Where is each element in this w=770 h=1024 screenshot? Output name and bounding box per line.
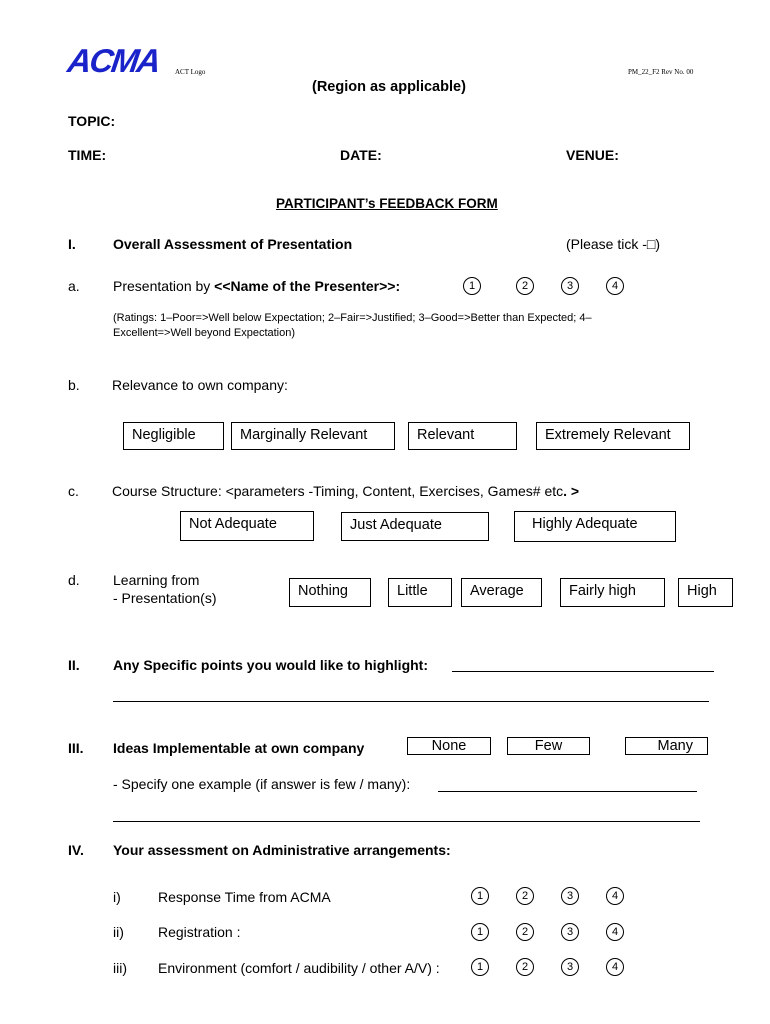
admin-item-1-number: i) <box>113 889 121 905</box>
admin-item-2-label: Registration : <box>158 924 241 940</box>
environment-rating-2[interactable]: 2 <box>516 958 534 976</box>
document-code: PM_22_F2 Rev No. 00 <box>628 68 694 76</box>
learning-label-line-2: - Presentation(s) <box>113 590 217 606</box>
ratings-legend-line-2: Excellent=>Well beyond Expectation) <box>113 327 296 339</box>
presentation-rating-4[interactable]: 4 <box>606 277 624 295</box>
specify-example-line-2[interactable] <box>113 821 700 822</box>
presenter-label <box>113 278 400 294</box>
ratings-legend-line-1: (Ratings: 1–Poor=>Well below Expectation; 2–Fair=>Justified; 3–Good=>Better than Expected; 4– <box>113 312 592 324</box>
admin-item-1-label: Response Time from ACMA <box>158 889 331 905</box>
relevance-option-relevant[interactable]: Relevant <box>408 422 517 450</box>
date-label: DATE: <box>340 147 382 163</box>
environment-rating-3[interactable]: 3 <box>561 958 579 976</box>
region-heading: (Region as applicable) <box>312 79 466 95</box>
specify-example-line-1[interactable] <box>438 791 697 792</box>
relevance-label: Relevance to own company: <box>112 377 288 393</box>
section-2-title: Any Specific points you would like to highlight: <box>113 657 428 673</box>
admin-item-3-label: Environment (comfort / audibility / other A/V) : <box>158 960 440 976</box>
tick-instruction: (Please tick -□) <box>566 236 661 252</box>
relevance-option-extremely-relevant[interactable]: Extremely Relevant <box>536 422 690 450</box>
structure-option-highly-adequate[interactable]: Highly Adequate <box>514 511 676 542</box>
section-1-title: Overall Assessment of Presentation <box>113 236 353 252</box>
learning-option-nothing[interactable]: Nothing <box>289 578 371 607</box>
item-d-letter: d. <box>68 572 80 588</box>
section-4-number: IV. <box>68 842 84 858</box>
item-c-letter: c. <box>68 483 79 499</box>
structure-option-just-adequate[interactable]: Just Adequate <box>341 512 489 541</box>
presenter-name-placeholder: <<Name of the Presenter>>: <box>214 278 401 294</box>
form-title: PARTICIPANT’s FEEDBACK FORM <box>276 196 498 211</box>
presentation-rating-1[interactable]: 1 <box>463 277 481 295</box>
response-time-rating-3[interactable]: 3 <box>561 887 579 905</box>
learning-option-high[interactable]: High <box>678 578 733 607</box>
registration-rating-1[interactable]: 1 <box>471 923 489 941</box>
ideas-option-many[interactable]: Many <box>625 737 708 755</box>
presentation-rating-2[interactable]: 2 <box>516 277 534 295</box>
relevance-option-negligible[interactable]: Negligible <box>123 422 224 450</box>
section-4-title: Your assessment on Administrative arrangements: <box>113 842 451 858</box>
item-b-letter: b. <box>68 377 80 393</box>
specify-example-label: - Specify one example (if answer is few / many): <box>113 776 411 792</box>
course-structure-label-end: . > <box>563 483 580 499</box>
learning-option-little[interactable]: Little <box>388 578 452 607</box>
environment-rating-1[interactable]: 1 <box>471 958 489 976</box>
structure-option-not-adequate[interactable]: Not Adequate <box>180 511 314 541</box>
section-1-number: I. <box>68 236 76 252</box>
logo-caption: ACT Logo <box>175 68 206 76</box>
admin-item-2-number: ii) <box>113 924 124 940</box>
section-3-number: III. <box>68 740 84 756</box>
section-2-number: II. <box>68 657 80 673</box>
item-a-letter: a. <box>68 278 80 294</box>
ideas-option-few[interactable]: Few <box>507 737 590 755</box>
acma-logo: ACMA <box>65 42 162 79</box>
topic-label: TOPIC: <box>68 113 116 129</box>
section-3-title: Ideas Implementable at own company <box>113 740 365 756</box>
registration-rating-4[interactable]: 4 <box>606 923 624 941</box>
venue-label: VENUE: <box>566 147 619 163</box>
registration-rating-2[interactable]: 2 <box>516 923 534 941</box>
response-time-rating-1[interactable]: 1 <box>471 887 489 905</box>
course-structure-label-text: Course Structure: <parameters -Timing, Content, Exercises, Games# etc <box>112 483 564 499</box>
highlight-answer-line-1[interactable] <box>452 671 714 672</box>
learning-option-fairly-high[interactable]: Fairly high <box>560 578 665 607</box>
response-time-rating-2[interactable]: 2 <box>516 887 534 905</box>
time-label: TIME: <box>68 147 107 163</box>
learning-option-average[interactable]: Average <box>461 578 542 607</box>
highlight-answer-line-2[interactable] <box>113 701 709 702</box>
presenter-label-prefix: Presentation by <box>113 278 215 294</box>
environment-rating-4[interactable]: 4 <box>606 958 624 976</box>
presentation-rating-3[interactable]: 3 <box>561 277 579 295</box>
learning-label-line-1: Learning from <box>113 572 200 588</box>
admin-item-3-number: iii) <box>113 960 127 976</box>
course-structure-label <box>112 483 579 499</box>
relevance-option-marginally-relevant[interactable]: Marginally Relevant <box>231 422 395 450</box>
registration-rating-3[interactable]: 3 <box>561 923 579 941</box>
response-time-rating-4[interactable]: 4 <box>606 887 624 905</box>
ideas-option-none[interactable]: None <box>407 737 491 755</box>
